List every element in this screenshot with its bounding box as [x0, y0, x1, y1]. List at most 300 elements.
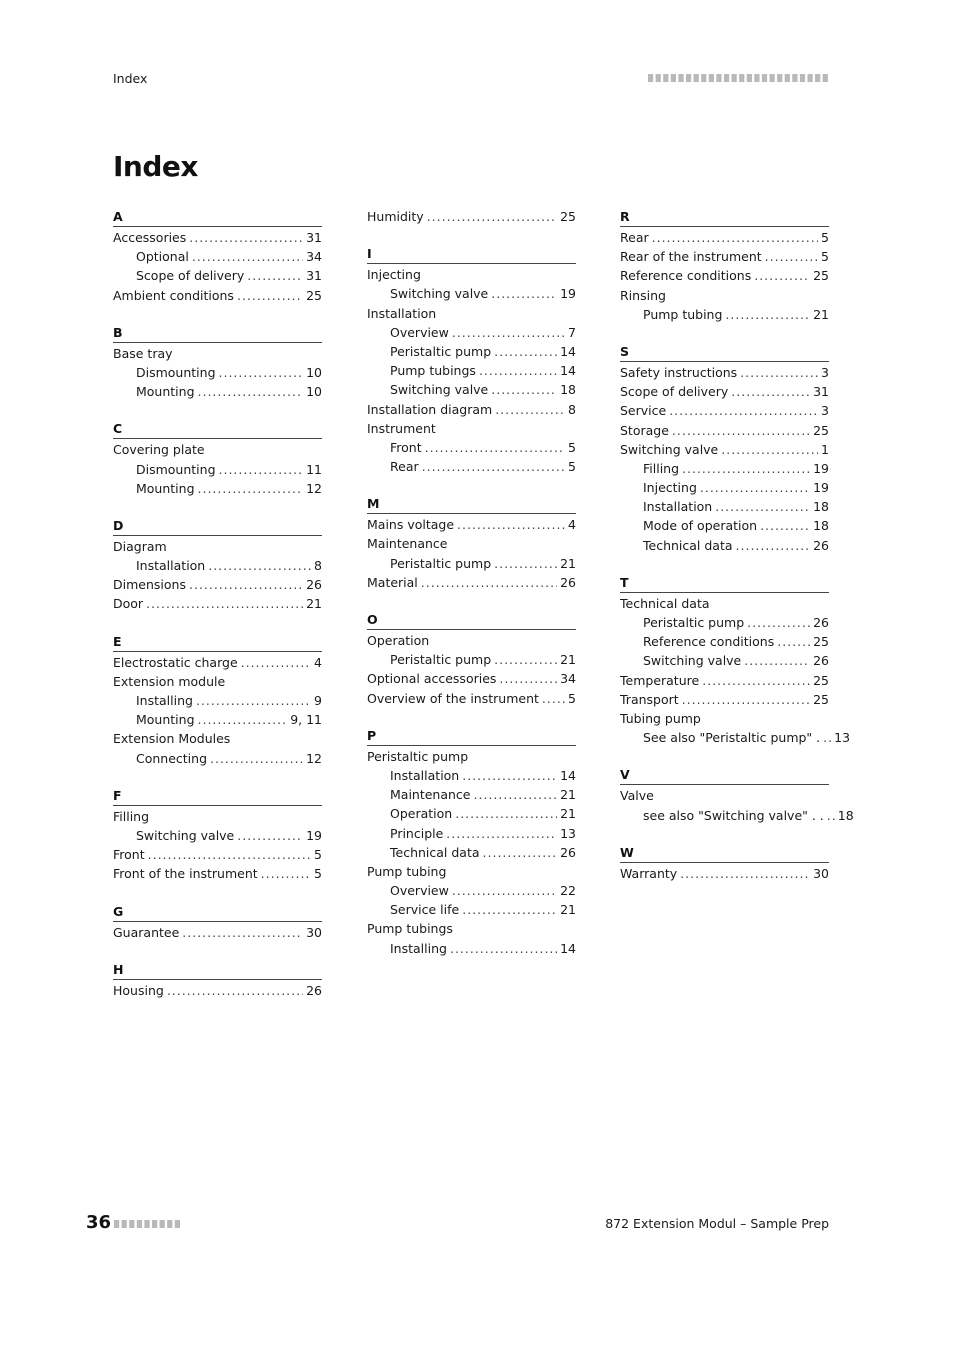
- dot-leader: [450, 939, 557, 958]
- dot-leader: [823, 728, 831, 747]
- index-entry: [113, 653, 322, 672]
- index-page-ref: 34: [306, 249, 322, 265]
- index-entry: [620, 709, 829, 728]
- index-term: Front: [113, 847, 145, 863]
- index-subentry: [367, 323, 576, 342]
- index-page-ref: 14: [560, 767, 576, 783]
- dot-leader: [483, 843, 558, 862]
- index-term: Maintenance: [367, 536, 448, 552]
- dot-leader: [721, 440, 818, 459]
- index-subentry: [113, 556, 322, 575]
- dot-leader: [827, 806, 835, 825]
- dot-leader: [494, 342, 557, 361]
- index-term: Filling: [113, 808, 150, 824]
- index-entry: [367, 534, 576, 553]
- dot-leader: [682, 459, 810, 478]
- index-page-ref: 12: [306, 480, 322, 496]
- dot-leader: [455, 804, 557, 823]
- dot-leader: [196, 691, 311, 710]
- index-term: Injecting: [367, 267, 421, 283]
- dot-leader: [198, 479, 304, 498]
- index-term: Material: [367, 574, 418, 590]
- index-term: Switching valve: [390, 382, 489, 398]
- index-letter-group: [367, 494, 576, 592]
- dot-leader: [725, 305, 810, 324]
- index-page-ref: 8: [314, 558, 322, 574]
- index-letter-heading: P: [367, 726, 576, 746]
- index-term: Transport: [620, 691, 679, 707]
- index-letter-heading: A: [113, 207, 322, 227]
- index-term: Temperature: [620, 672, 700, 688]
- index-term: Pump tubings: [390, 363, 476, 379]
- index-subentry: [367, 457, 576, 476]
- index-page-ref: 26: [560, 574, 576, 590]
- index-term: Door: [113, 596, 144, 612]
- index-term: Scope of delivery: [620, 384, 729, 400]
- index-page-ref: 13: [560, 825, 576, 841]
- index-subentry: [620, 632, 829, 651]
- index-letter-group: [620, 342, 829, 555]
- index-page-ref: 3: [821, 403, 829, 419]
- dot-leader: [427, 207, 557, 226]
- index-subentry: [113, 363, 322, 382]
- index-term: Operation: [367, 633, 430, 648]
- index-term: See also "Peristaltic pump" .: [643, 730, 821, 746]
- index-term: Extension module: [113, 673, 226, 689]
- index-page-ref: 19: [813, 480, 829, 496]
- index-entry: [620, 690, 829, 709]
- index-entry: [620, 864, 829, 883]
- index-term: Peristaltic pump: [390, 555, 492, 571]
- index-term: Dismounting: [136, 461, 216, 477]
- index-entry: [620, 363, 829, 382]
- index-subentry: [367, 361, 576, 380]
- index-term: Safety instructions: [620, 364, 738, 380]
- index-letter-group: [113, 207, 322, 305]
- dot-leader: [237, 826, 303, 845]
- index-page-ref: 18: [560, 382, 576, 398]
- dot-leader: [462, 766, 557, 785]
- index-subentry: [620, 305, 829, 324]
- index-entry: [367, 862, 576, 881]
- index-page-ref: 19: [306, 827, 322, 843]
- dot-leader: [760, 516, 810, 535]
- index-page-ref: 22: [560, 883, 576, 899]
- index-term: Pump tubing: [643, 306, 723, 322]
- index-term: Reference conditions: [643, 634, 775, 650]
- index-term: Installation: [367, 305, 437, 321]
- index-page-ref: 19: [560, 286, 576, 302]
- index-page-ref: 3: [821, 364, 829, 380]
- index-term: Humidity: [367, 209, 424, 224]
- dot-leader: [219, 363, 304, 382]
- index-subentry: [367, 900, 576, 919]
- dot-leader: [208, 556, 311, 575]
- page-title: Index: [113, 150, 198, 183]
- index-letter-heading: T: [620, 573, 829, 593]
- index-page-ref: 5: [314, 847, 322, 863]
- index-letter-heading: R: [620, 207, 829, 227]
- index-letter-heading: V: [620, 765, 829, 785]
- index-page-ref: 14: [560, 940, 576, 956]
- index-letter-heading: D: [113, 516, 322, 536]
- dot-leader: [425, 438, 565, 457]
- dot-leader: [700, 478, 810, 497]
- dot-leader: [148, 845, 311, 864]
- index-subentry: [367, 939, 576, 958]
- index-page-ref: 9, 11: [290, 712, 322, 728]
- index-subentry: [367, 438, 576, 457]
- index-page-ref: 26: [560, 844, 576, 860]
- index-page-ref: 5: [821, 230, 829, 245]
- index-term: Mounting: [136, 384, 195, 400]
- index-page-ref: 5: [568, 459, 576, 475]
- dot-leader: [198, 382, 304, 401]
- dot-leader: [446, 824, 557, 843]
- index-entry: [113, 594, 322, 613]
- index-term: Technical data: [643, 537, 733, 553]
- index-subentry: [113, 710, 322, 729]
- index-term: Guarantee: [113, 924, 180, 940]
- dot-leader: [422, 457, 565, 476]
- index-term: see also "Switching valve" . .: [643, 807, 824, 823]
- dot-leader: [421, 573, 557, 592]
- index-subentry: [367, 554, 576, 573]
- index-letter-group: [113, 632, 322, 768]
- index-term: Installation: [643, 499, 713, 515]
- index-page-ref: 10: [306, 364, 322, 380]
- index-page-ref: 4: [568, 517, 576, 533]
- dot-leader: [146, 594, 303, 613]
- index-subentry: [367, 766, 576, 785]
- index-term: Technical data: [620, 595, 710, 611]
- index-subentry: [620, 613, 829, 632]
- index-entry: [620, 421, 829, 440]
- index-page-ref: 4: [314, 654, 322, 670]
- index-page-ref: 30: [306, 924, 322, 940]
- index-term: Tubing pump: [620, 710, 701, 726]
- index-entry: [620, 594, 829, 613]
- index-page-ref: 30: [813, 865, 829, 881]
- index-letter-group: [113, 323, 322, 402]
- index-page-ref: 31: [813, 384, 829, 400]
- index-entry: [113, 575, 322, 594]
- footer-decoration: [114, 1220, 182, 1228]
- index-subentry: [367, 650, 576, 669]
- index-entry: [113, 440, 322, 459]
- index-subentry: [620, 806, 854, 825]
- index-entry: [620, 382, 829, 401]
- index-entry: [113, 344, 322, 363]
- index-term: Switching valve: [643, 653, 742, 669]
- index-page-ref: 26: [813, 653, 829, 669]
- index-entry: [367, 265, 576, 284]
- index-subentry: [620, 459, 829, 478]
- index-entry: [620, 266, 829, 285]
- index-term: Instrument: [367, 420, 436, 436]
- index-letter-group: [620, 843, 829, 883]
- dot-leader: [754, 266, 810, 285]
- index-term: Dismounting: [136, 364, 216, 380]
- index-term: Storage: [620, 422, 669, 438]
- index-page-ref: 5: [821, 249, 829, 265]
- index-entry: [367, 419, 576, 438]
- dot-leader: [499, 669, 557, 688]
- dot-leader: [241, 653, 311, 672]
- index-page-ref: 31: [306, 268, 322, 284]
- index-letter-heading: O: [367, 610, 576, 630]
- index-column-1: [113, 207, 322, 1018]
- index-term: Rear: [390, 459, 419, 475]
- index-entry: [113, 672, 322, 691]
- dot-leader: [777, 632, 810, 651]
- index-entry: [367, 400, 576, 419]
- index-term: Base tray: [113, 345, 173, 361]
- index-term: Rinsing: [620, 287, 666, 303]
- index-page-ref: 31: [306, 230, 322, 245]
- index-term: Front: [390, 439, 422, 455]
- index-term: Covering plate: [113, 442, 205, 458]
- index-term: Installation: [136, 558, 206, 574]
- dot-leader: [744, 651, 810, 670]
- index-term: Mode of operation: [643, 518, 758, 534]
- index-term: Pump tubing: [367, 863, 447, 879]
- dot-leader: [495, 400, 565, 419]
- dot-leader: [457, 515, 565, 534]
- index-term: Ambient conditions: [113, 287, 234, 303]
- index-term: Reference conditions: [620, 268, 752, 284]
- dot-leader: [237, 286, 303, 305]
- index-page-ref: 21: [813, 306, 829, 322]
- index-term: Mounting: [136, 712, 195, 728]
- index-page-ref: 26: [813, 537, 829, 553]
- index-entry: [113, 729, 322, 748]
- dot-leader: [669, 401, 818, 420]
- index-entry: [620, 228, 829, 247]
- index-subentry: [620, 651, 829, 670]
- index-letter-group: [620, 765, 854, 824]
- dot-leader: [452, 323, 565, 342]
- dot-leader: [682, 690, 810, 709]
- index-letter-group: [620, 573, 851, 748]
- dot-leader: [652, 228, 818, 247]
- index-entry: [367, 304, 576, 323]
- index-letter-heading: I: [367, 244, 576, 264]
- index-term: Overview: [390, 883, 449, 899]
- index-page-ref: 12: [306, 750, 322, 766]
- index-page-ref: 25: [813, 672, 829, 688]
- page-number: 36: [86, 1212, 112, 1233]
- index-term: Service life: [390, 902, 460, 918]
- dot-leader: [702, 671, 810, 690]
- index-subentry: [620, 478, 829, 497]
- index-page-ref: 34: [560, 671, 576, 687]
- dot-leader: [247, 266, 303, 285]
- index-letter-group: [113, 419, 322, 498]
- index-subentry: [113, 749, 322, 768]
- index-entry: [620, 671, 829, 690]
- index-term: Optional: [136, 249, 189, 265]
- dot-leader: [192, 247, 303, 266]
- index-term: Rear of the instrument: [620, 249, 762, 265]
- dot-leader: [715, 497, 810, 516]
- index-page-ref: 19: [813, 460, 829, 476]
- index-letter-heading: H: [113, 960, 322, 980]
- index-term: Peristaltic pump: [390, 343, 492, 359]
- index-term: Switching valve: [620, 441, 719, 457]
- dot-leader: [731, 382, 810, 401]
- index-term: Valve: [620, 788, 654, 804]
- index-letter-heading: C: [113, 419, 322, 439]
- index-letter-group: [367, 610, 576, 708]
- index-subentry: [113, 691, 322, 710]
- index-term: Switching valve: [136, 827, 235, 843]
- index-column-2: [367, 207, 576, 976]
- index-entry: [367, 207, 576, 226]
- index-term: Rear: [620, 230, 649, 245]
- index-entry: [620, 786, 829, 805]
- index-entry: [113, 981, 322, 1000]
- index-column-3: [620, 207, 854, 901]
- index-page-ref: 26: [306, 982, 322, 998]
- index-entry: [367, 631, 576, 650]
- index-page-ref: 13: [834, 730, 851, 746]
- index-entry: [620, 440, 829, 459]
- index-letter-group: [367, 726, 576, 958]
- index-page-ref: 21: [560, 902, 576, 918]
- dot-leader: [261, 864, 311, 883]
- index-subentry: [620, 497, 829, 516]
- index-term: Installing: [136, 693, 193, 708]
- index-term: Installation: [390, 767, 460, 783]
- index-page-ref: 18: [837, 807, 854, 823]
- index-term: Service: [620, 403, 667, 419]
- index-term: Housing: [113, 982, 164, 998]
- index-page-ref: 26: [813, 615, 829, 630]
- index-letter-heading: E: [113, 632, 322, 652]
- dot-leader: [765, 247, 818, 266]
- index-entry: [620, 247, 829, 266]
- dot-leader: [542, 689, 565, 708]
- dot-leader: [198, 710, 288, 729]
- index-term: Switching valve: [390, 286, 489, 302]
- index-page-ref: 18: [813, 518, 829, 534]
- index-term: Technical data: [390, 844, 480, 860]
- dot-leader: [740, 363, 818, 382]
- index-page-ref: 5: [568, 690, 576, 706]
- index-letter-heading: W: [620, 843, 829, 863]
- index-letter-group: [367, 244, 576, 476]
- dot-leader: [736, 536, 811, 555]
- dot-leader: [189, 228, 303, 247]
- index-entry: [113, 807, 322, 826]
- index-entry: [367, 919, 576, 938]
- index-subentry: [367, 380, 576, 399]
- index-subentry: [620, 536, 829, 555]
- document-title: 872 Extension Modul – Sample Prep: [605, 1216, 829, 1231]
- index-page-ref: 25: [560, 209, 576, 224]
- index-page-ref: 25: [813, 634, 829, 650]
- index-page-ref: 21: [560, 787, 576, 803]
- index-term: Peristaltic pump: [643, 615, 745, 630]
- dot-leader: [474, 785, 558, 804]
- dot-leader: [189, 575, 303, 594]
- index-term: Operation: [390, 806, 453, 822]
- index-letter-heading: F: [113, 786, 322, 806]
- index-page-ref: 21: [560, 652, 576, 668]
- index-subentry: [367, 843, 576, 862]
- index-subentry: [620, 728, 851, 747]
- index-term: Mounting: [136, 480, 195, 496]
- index-entry: [113, 864, 322, 883]
- dot-leader: [491, 284, 557, 303]
- index-letter-group: [113, 786, 322, 884]
- index-entry: [113, 845, 322, 864]
- index-term: Dimensions: [113, 577, 186, 593]
- dot-leader: [210, 749, 303, 768]
- index-page-ref: 5: [568, 439, 576, 455]
- index-letter-group: [620, 207, 829, 324]
- index-term: Mains voltage: [367, 517, 455, 533]
- index-letter-heading: M: [367, 494, 576, 514]
- index-entry: [367, 515, 576, 534]
- index-term: Injecting: [643, 480, 697, 496]
- index-subentry: [367, 785, 576, 804]
- dot-leader: [680, 864, 810, 883]
- index-term: Warranty: [620, 865, 678, 881]
- index-page-ref: 25: [813, 691, 829, 707]
- index-term: Installing: [390, 940, 447, 956]
- index-term: Pump tubings: [367, 921, 453, 937]
- dot-leader: [167, 981, 303, 1000]
- index-entry: [620, 286, 829, 305]
- index-entry: [367, 669, 576, 688]
- index-subentry: [367, 804, 576, 823]
- index-term: Overview of the instrument: [367, 690, 539, 706]
- dot-leader: [452, 881, 557, 900]
- index-entry: [113, 286, 322, 305]
- dot-leader: [491, 380, 557, 399]
- header-decoration: [648, 74, 829, 82]
- index-term: Filling: [643, 460, 680, 476]
- index-term: Extension Modules: [113, 731, 231, 747]
- index-subentry: [367, 881, 576, 900]
- index-letter-group: [113, 902, 322, 942]
- index-letter-group: [113, 516, 322, 614]
- index-page-ref: 8: [568, 401, 576, 417]
- dot-leader: [494, 650, 557, 669]
- index-term: Front of the instrument: [113, 866, 258, 882]
- dot-leader: [672, 421, 810, 440]
- index-term: Scope of delivery: [136, 268, 245, 284]
- index-page-ref: 10: [306, 384, 322, 400]
- index-entry: [113, 923, 322, 942]
- dot-leader: [479, 361, 557, 380]
- index-page-ref: 9: [314, 693, 322, 708]
- index-term: Accessories: [113, 230, 187, 245]
- index-page-ref: 7: [568, 324, 576, 340]
- index-page-ref: 25: [813, 422, 829, 438]
- index-page-ref: 14: [560, 363, 576, 379]
- index-entry: [113, 537, 322, 556]
- index-subentry: [367, 342, 576, 361]
- index-entry: [367, 747, 576, 766]
- index-entry: [620, 401, 829, 420]
- index-subentry: [113, 460, 322, 479]
- index-term: Installation diagram: [367, 401, 493, 417]
- index-letter-heading: S: [620, 342, 829, 362]
- index-page-ref: 14: [560, 343, 576, 359]
